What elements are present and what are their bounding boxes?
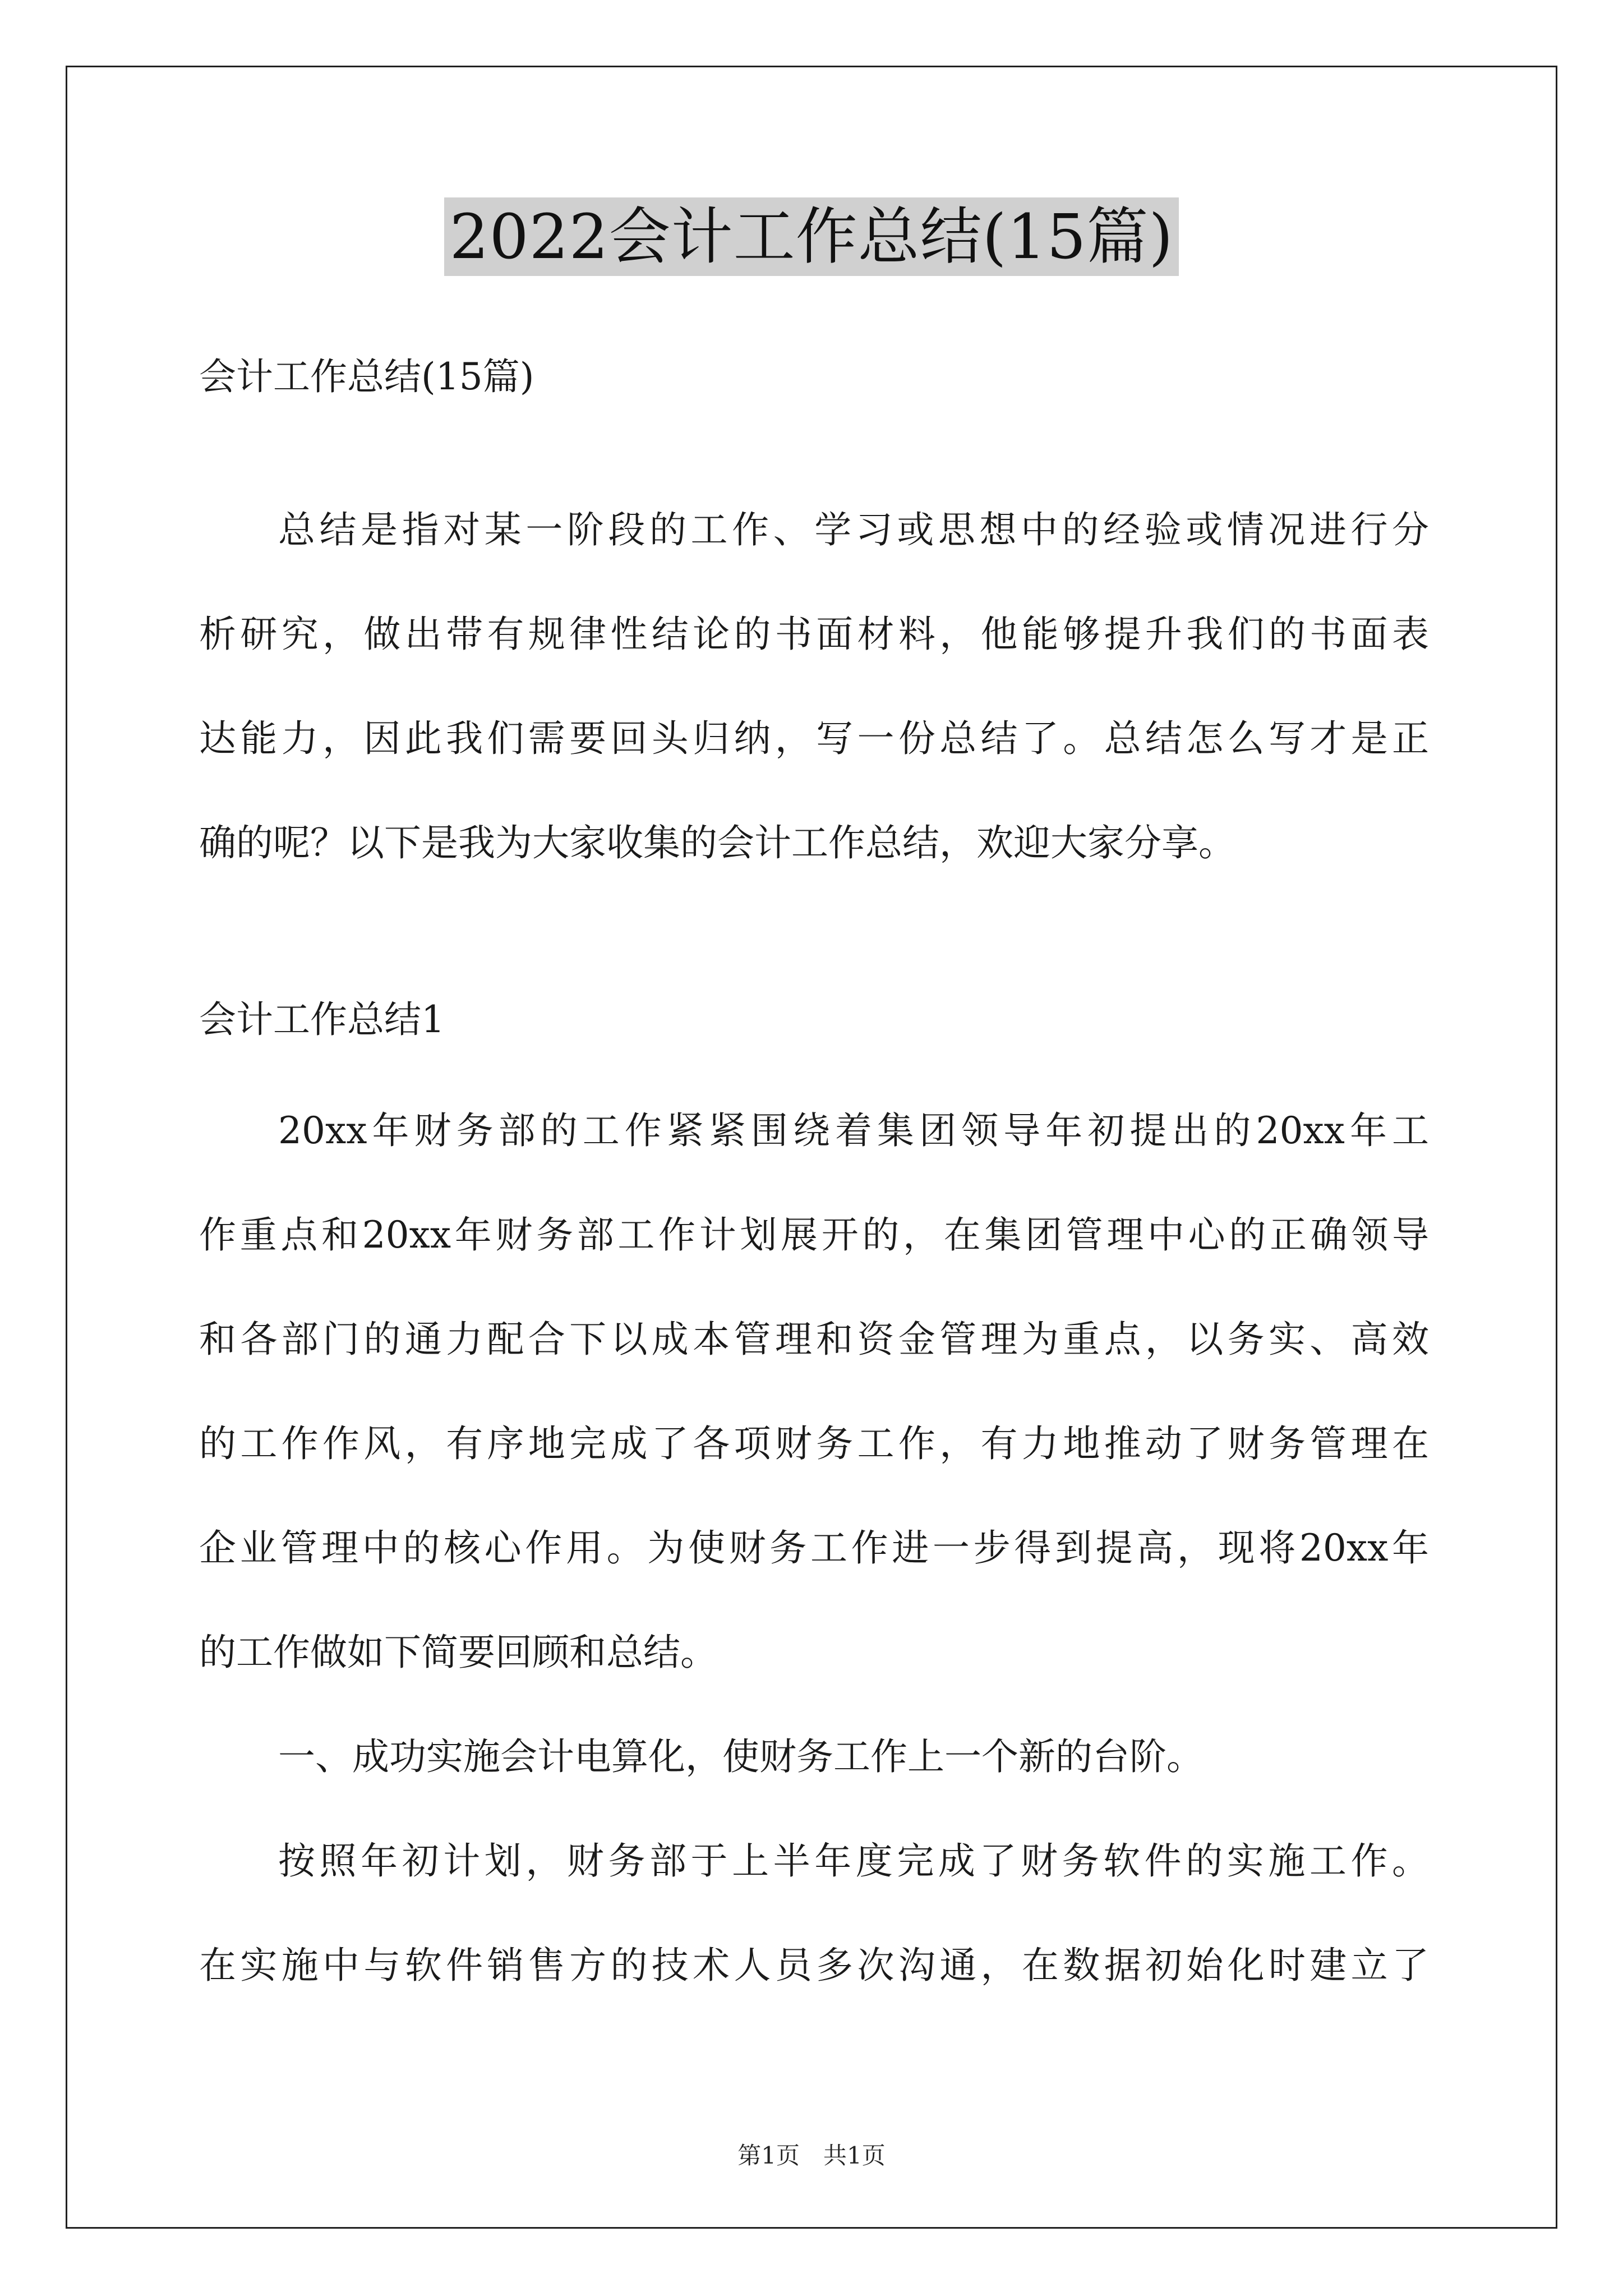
intro-line-1: 总结是指对某一阶段的工作、学习或思想中的经验或情况进行分	[278, 508, 1429, 551]
item-line-2: 在实施中与软件销售方的技术人员多次沟通，在数据初始化时建立了	[199, 1944, 1429, 1987]
document-title: 2022会计工作总结(15篇)	[444, 197, 1179, 276]
section-line-5: 企业管理中的核心作用。为使财务工作进一步得到提高，现将20xx年	[199, 1526, 1429, 1570]
section-line-3: 和各部门的通力配合下以成本管理和资金管理为重点，以务实、高效	[199, 1318, 1429, 1361]
section-line-6: 的工作做如下简要回顾和总结。	[199, 1631, 717, 1674]
intro-line-4: 确的呢？以下是我为大家收集的会计工作总结，欢迎大家分享。	[199, 821, 1235, 864]
title-wrap	[0, 197, 1623, 276]
section-heading: 会计工作总结1	[199, 998, 445, 1041]
page-footer: 第1页 共1页	[737, 2142, 886, 2169]
intro-line-3: 达能力，因此我们需要回头归纳，写一份总结了。总结怎么写才是正	[199, 717, 1429, 760]
section-line-4: 的工作作风，有序地完成了各项财务工作，有力地推动了财务管理在	[199, 1422, 1429, 1465]
item-line-1: 按照年初计划，财务部于上半年度完成了财务软件的实施工作。	[278, 1839, 1429, 1883]
section-line-2: 作重点和20xx年财务部工作计划展开的，在集团管理中心的正确领导	[199, 1213, 1429, 1257]
item-heading: 一、成功实施会计电算化，使财务工作上一个新的台阶。	[278, 1735, 1204, 1778]
section-line-1: 20xx年财务部的工作紧紧围绕着集团领导年初提出的20xx年工	[278, 1109, 1429, 1152]
document-subtitle: 会计工作总结(15篇)	[199, 355, 534, 398]
intro-line-2: 析研究，做出带有规律性结论的书面材料，他能够提升我们的书面表	[199, 613, 1429, 656]
